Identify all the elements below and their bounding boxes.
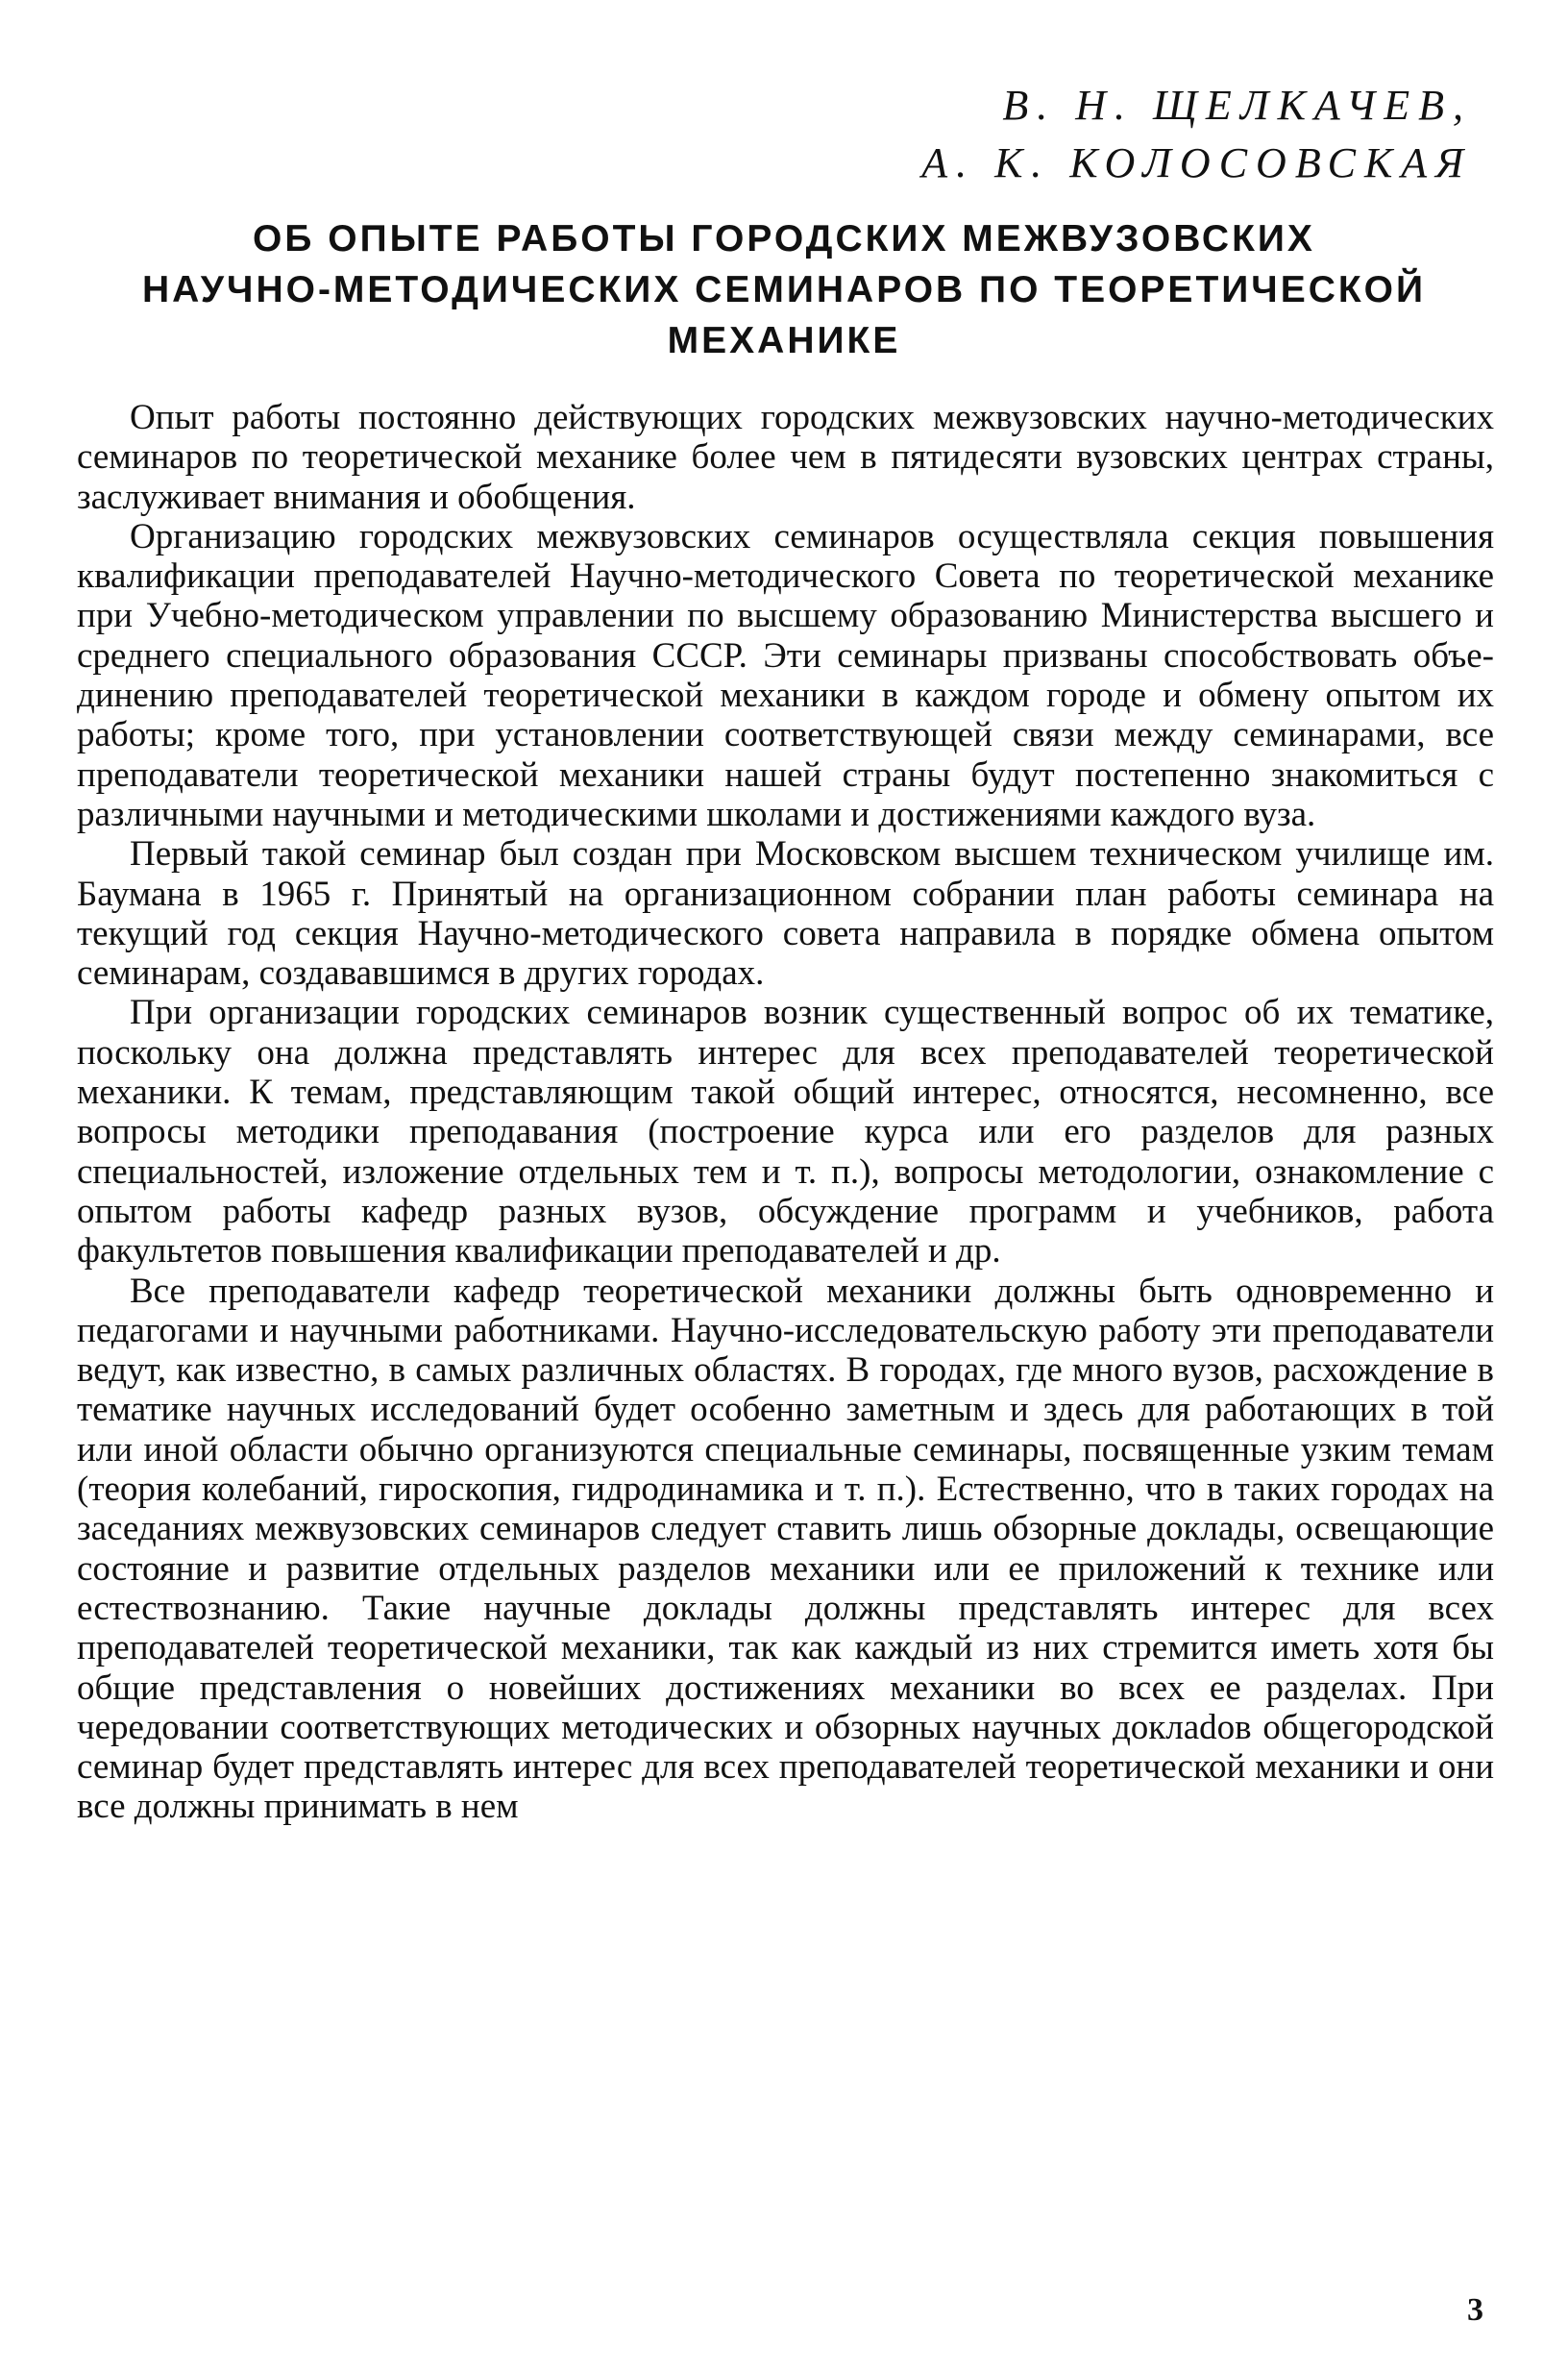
body-paragraph: Организацию городских межвузовских семинаров осуществляла секция повышения квалификации преподавателей Научно-методического Совета по теоретической механике при Учебно-методическом управлении по высшему образованию Министерства высшего и среднего специального образования СССР. Эти семинары призваны способствовать объединению преподавателей теоретической механики в каждом городе и обмену опытом их работы; кроме того, при установлении соответствующей связи между семинарами, все преподаватели теоретической механики нашей страны будут постепенно знакомиться с различными научными и методическими школами и достижениями каждого вуза.: [77, 516, 1494, 834]
title-line: МЕХАНИКЕ: [667, 320, 901, 361]
authors-block: [921, 77, 1472, 192]
article-body: [77, 398, 1494, 1827]
body-paragraph: Первый такой семинар был создан при Московском высшем техническом училище им. Баумана в 1965 г. Принятый на организационном собрании план работы семинара на текущий год секция Научно-методического совета направила в порядке обмена опытом семинарам, создававшимся в других городах.: [77, 834, 1494, 994]
body-paragraph: Все преподаватели кафедр теоретической механики должны быть одновременно и педагогами и научными работниками. Научно-исследовательскую работу эти преподаватели ведут, как известно, в самых различных областях. В городах, где много вузов, расхождение в тематике научных исследований будет особенно заметным и здесь для работающих в той или иной области обычно организуются специальные семинары, посвященные узким темам (теория колебаний, гироскопия, гидродинамика и т. п.). Естественно, что в таких городах на заседаниях межвузовских семинаров следует ставить лишь обзорные доклады, освещающие состояние и развитие отдельных разделов механики или ее приложений к технике или естествознанию. Такие научные доклады должны представлять интерес для всех преподавателей теоретической механики, так как каждый из них стремится иметь хотя бы общие представления о новейших достижениях механики во всех ее разделах. При чередовании соответствующих методических и обзорных научных доклаdов общегородской семинар будет представлять интерес для всех преподавателей теоретической механики и они все должны принимать в нем: [77, 1271, 1494, 1827]
title-line: ОБ ОПЫТЕ РАБОТЫ ГОРОДСКИХ МЕЖВУЗОВСКИХ: [253, 218, 1315, 259]
author-line: А. К. КОЛОСОВСКАЯ: [921, 139, 1472, 186]
author-line: В. Н. ЩЕЛКАЧЕВ,: [1002, 82, 1472, 129]
article-title: [106, 213, 1462, 366]
body-paragraph: При организации городских семинаров возник существенный вопрос об их тематике, поскольку она должна представлять интерес для всех преподавателей теоретической механики. К темам, представляющим такой общий интерес, относятся, несомненно, все вопросы методики преподавания (построение курса или его разделов для разных специальностей, изложение отдельных тем и т. п.), вопросы методологии, ознакомление с опытом работы кафедр разных вузов, обсуждение программ и учебников, работа факультетов повышения квалификации преподавателей и др.: [77, 993, 1494, 1272]
page-number: 3: [1467, 2292, 1483, 2328]
title-line: НАУЧНО-МЕТОДИЧЕСКИХ СЕМИНАРОВ ПО ТЕОРЕТИЧЕСКОЙ: [141, 269, 1427, 310]
body-paragraph: Опыт работы постоянно действующих городских межвузовских научно-методических семинаров по теоретической механике более чем в пятидесяти вузовских центрах страны, заслуживает внимания и обобщения.: [77, 398, 1494, 517]
